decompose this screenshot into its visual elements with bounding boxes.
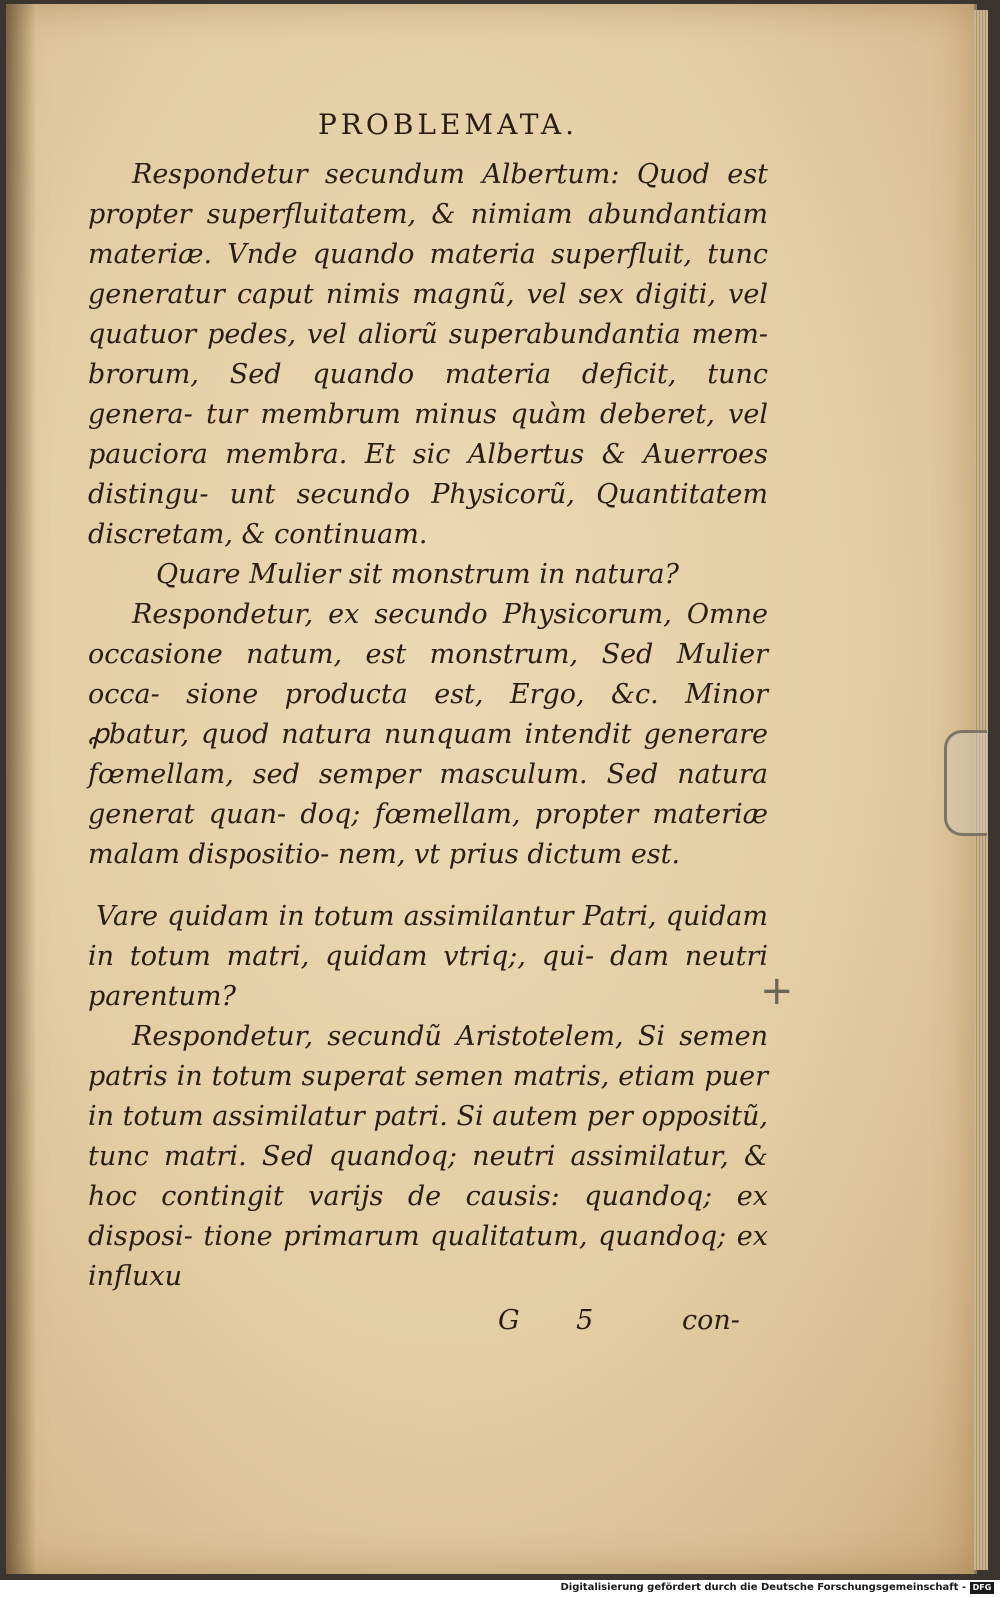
text-line: nem, vt prius dictum est. <box>337 839 681 870</box>
text-line: quidam in totum matri, quidam vtriq;, qui- <box>88 901 768 972</box>
text-line: natura nunquam intendit generare fœmellam, <box>88 719 768 790</box>
text-line: materiæ. Vnde quando materia superfluit, tunc <box>88 239 768 270</box>
paragraph-2 <box>88 595 768 875</box>
paragraph-1 <box>88 155 768 555</box>
paragraph-3 <box>88 897 768 1017</box>
text-line: sione producta est, Ergo, &c. Minor ꝓbatur, quod <box>88 679 768 750</box>
text-line: Respondetur secundum Albertum: Quod est <box>132 159 768 190</box>
text-line: Vare quidam in totum assimilantur Patri, <box>96 901 666 932</box>
footer-credit: Digitalisierung gefördert durch die Deutsche Forschungsgemeinschaft - <box>560 1582 966 1593</box>
page-tab-marker <box>944 730 987 836</box>
text-line: brorum, Sed quando materia deficit, tunc genera- <box>88 359 768 430</box>
running-header: PROBLEMATA. <box>317 108 579 141</box>
question-heading: Quare Mulier sit monstrum in natura? <box>156 559 680 590</box>
signature-line <box>88 1301 768 1341</box>
page-text <box>88 105 768 1341</box>
text-line: sed semper masculum. Sed natura generat quan- <box>88 759 768 830</box>
text-line: Respondetur, secundũ Aristotelem, Si semen <box>132 1021 768 1052</box>
text-line: occasione natum, est monstrum, Sed Mulier occa- <box>88 639 768 710</box>
text-line: tione primarum qualitatum, quandoq; ex influxu <box>88 1221 768 1292</box>
text-line: & continuam. <box>241 519 428 550</box>
catchword: con- <box>682 1305 740 1336</box>
margin-cross-icon: + <box>760 968 794 1014</box>
text-line: tur membrum minus quàm deberet, vel pauciora <box>88 399 768 470</box>
text-line: hoc contingit varijs de causis: quandoq; ex disposi- <box>88 1181 768 1252</box>
text-line: quatuor pedes, vel aliorũ superabundantia mem- <box>88 319 768 350</box>
text-line: dam neutri parentum? <box>88 941 768 1012</box>
text-line: in totum assimilatur patri. Si autem per oppositũ, <box>88 1101 768 1132</box>
text-line: unt secundo Physicorũ, Quantitatem discretam, <box>88 479 768 550</box>
text-line: tunc matri. Sed quandoq; neutri assimilatur, & <box>88 1141 768 1172</box>
paragraph-4 <box>88 1017 768 1297</box>
signature-mark: G 5 <box>498 1305 618 1336</box>
text-line: patris in totum superat semen matris, etiam puer <box>88 1061 768 1092</box>
text-line: Respondetur, ex secundo Physicorum, Omne <box>132 599 768 630</box>
text-line: membra. Et sic Albertus & Auerroes distingu- <box>88 439 768 510</box>
text-line: propter superfluitatem, & nimiam abundantiam <box>88 199 768 230</box>
spine-shadow <box>6 4 36 1574</box>
text-line: generatur caput nimis magnũ, vel sex digiti, vel <box>88 279 768 310</box>
text-line: doq; fœmellam, propter materiæ malam dispositio- <box>88 799 769 870</box>
dfg-logo: DFG <box>970 1582 994 1594</box>
